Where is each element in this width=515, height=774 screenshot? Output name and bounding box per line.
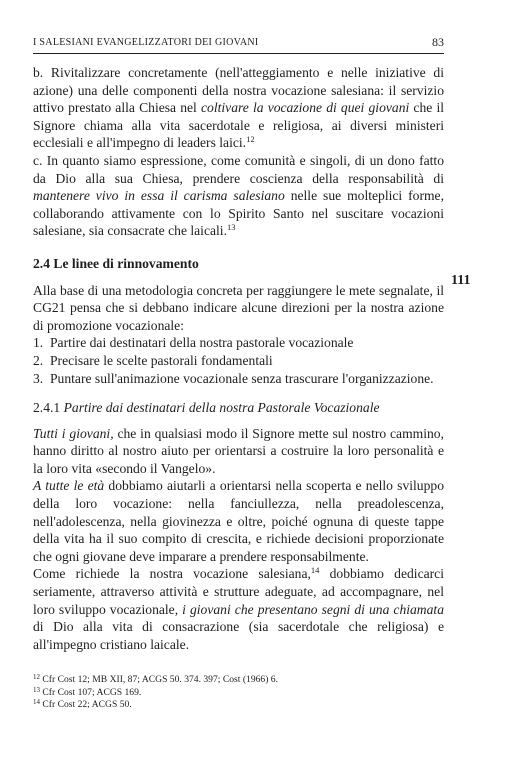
text-span: dobbiamo aiutarli a orientarsi nella scoperta e nello sviluppo della loro vocazione: nella fanciullezza, nella preadolescenza, nell'adolescenza, nella giovinezza e oltre, poiché ognuna di queste tappe della vita ha il suo compito di crescita, e richiede decisioni proporzionate che ogni giovane deve imparare a prendere responsabilmente. [33,478,444,564]
spacer [33,273,444,282]
italic-span: mantenere vivo in essa il carisma salesiano [33,188,285,204]
page-body [33,64,444,653]
running-title: I SALESIANI EVANGELIZZATORI DEI GIOVANI [33,37,259,48]
footnote-number: 13 [33,685,40,694]
header-rule [33,53,444,54]
margin-paragraph-number: 111 [451,273,471,288]
list-text: Puntare sull'animazione vocazionale senza trascurare l'organizzazione. [50,370,434,386]
paragraph-come [33,565,444,653]
list-item [33,334,444,352]
italic-span: A tutte le età [33,478,105,494]
paragraph-eta [33,477,444,565]
list-text: Partire dai destinatari della nostra pastorale vocazionale [50,335,354,351]
footnote-text: Cfr Cost 12; MB XII, 87; ACGS 50. 374. 397; Cost (1966) 6. [42,674,279,685]
footnote-number: 14 [33,698,40,707]
subsection-number: 2.4.1 [33,400,64,416]
text-span: che il Signore chiama alla vita sacerdotale e religiosa, ai diversi ministeri ecclesiali e all'impegno di leaders laici. [33,100,445,151]
text-span: b. Rivitalizzare concretamente (nell'atteggiamento e nelle iniziative di azione) una delle componenti della nostra vocazione salesiana: il servizio attivo prestato alla Chiesa nel [33,65,444,116]
italic-span: Tutti i giovani, [33,425,114,441]
list-text: Precisare le scelte pastorali fondamentali [50,352,273,368]
text-span: Come richiede la nostra vocazione salesiana, [33,566,311,582]
italic-span: i giovani che presentano segni di una chiamata [182,601,444,617]
intro-paragraph: Alla base di una metodologia concreta per raggiungere le mete segnalate, il CG21 pensa che si debbano indicare alcune direzioni per la nostra azione di promozione vocazionale: [33,282,444,333]
spacer [33,417,444,425]
footnote [33,674,444,687]
running-header [33,37,444,50]
footnote-ref: 13 [226,222,236,233]
directions-list [33,334,444,387]
spacer [33,240,444,255]
italic-span: coltivare la vocazione di quei giovani [201,100,410,116]
paragraph-b [33,64,444,152]
list-item [33,352,444,370]
text-span: che in qualsiasi modo il Signore mette sul nostro cammino, hanno diritto al nostro aiuto per orientarsi a costruire la loro personalità e la loro vita «secondo il Vangelo». [33,425,445,476]
footnote-number: 12 [33,673,40,681]
footnote-ref: 12 [246,134,255,145]
paragraph-c [33,152,444,240]
text-span: di Dio alla vita di consacrazione (sia sacerdotale che religiosa) e all'impegno cristiano laicale. [33,619,444,652]
footnotes [33,674,444,712]
footnote [33,687,444,700]
spacer [33,387,444,399]
paragraph-tutti [33,425,444,478]
footnote-ref: 14 [310,565,320,576]
text-span: c. In quanto siamo espressione, come comunità e singoli, di un dono fatto da Dio alla sua Chiesa, prendere coscienza della responsabilità di [33,152,444,186]
list-number: 1. [33,335,44,351]
footnote-text: Cfr Cost 107; ACGS 169. [42,686,142,698]
section-heading: 2.4 Le linee di rinnovamento [33,255,199,271]
footnote-text: Cfr Cost 22; ACGS 50. [42,699,132,711]
text-span: nelle sue molteplici forme, collaborando attivamente con lo Spirito Santo nel suscitare vocazioni salesiane, sia consacrate che laicali. [33,188,444,239]
page-number: 83 [432,35,444,49]
footnote [33,699,444,712]
subsection-title: Partire dai destinatari della nostra Pastorale Vocazionale [63,400,380,416]
list-item [33,370,444,388]
subsection-heading [33,399,444,417]
list-number: 2. [33,352,44,368]
text-span: dobbiamo dedicarci seriamente, attraverso attività e strutture adeguate, ad accompagnare, nel loro sviluppo vocazionale, [33,566,444,617]
list-number: 3. [33,370,44,386]
